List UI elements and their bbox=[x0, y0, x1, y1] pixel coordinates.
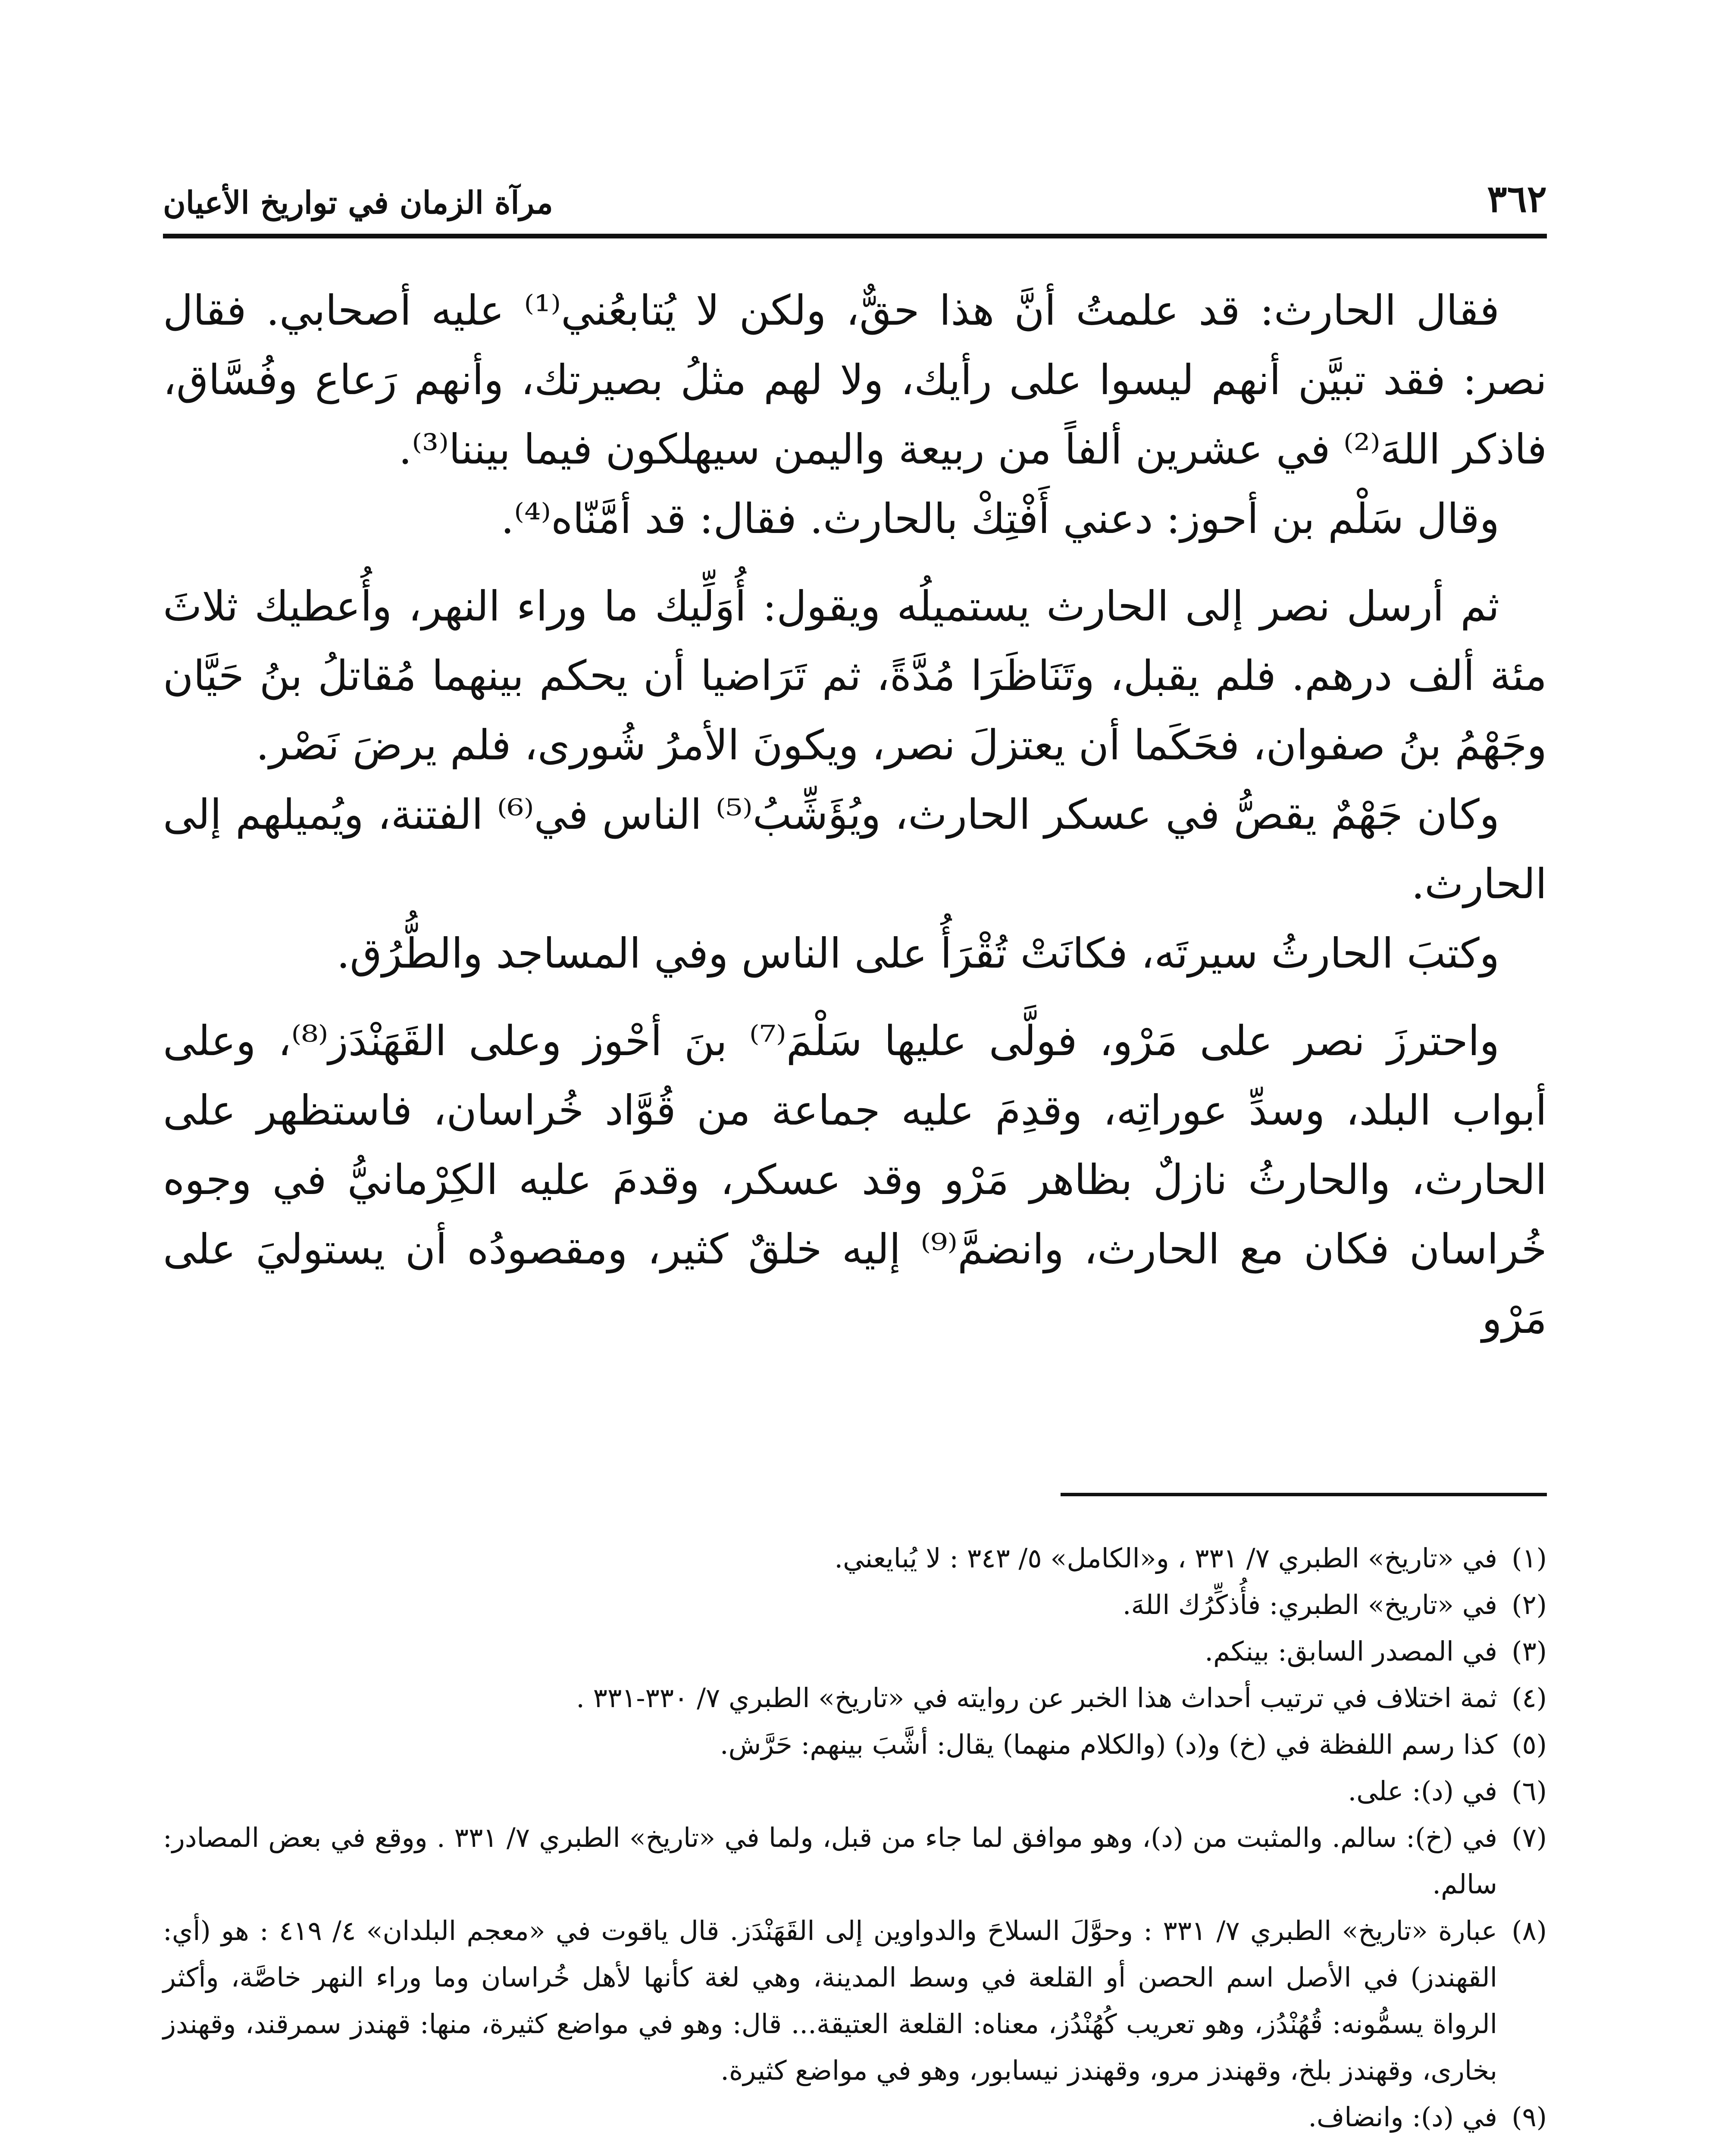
footnote bbox=[163, 1908, 1547, 2094]
footnote-separator bbox=[1061, 1493, 1547, 1496]
paragraph-1: فقال الحارث: قد علمتُ أنَّ هذا حقٌّ، ولكن لا يُتابعُني⁽¹⁾ عليه أصحابي. فقال نصر: فقد تبيَّن أنهم ليسوا على رأيك، ولا لهم مثلُ بصيرتك، وأنهم رَعاع وفُسَّاق، فاذكر اللهَ⁽²⁾ في عشرين ألفاً من ربيعة واليمن سيهلكون فيما بيننا⁽³⁾. bbox=[163, 286, 1547, 473]
page-number: ٣٦٢ bbox=[1487, 177, 1547, 221]
main-text bbox=[163, 276, 1547, 1354]
footnote-number: (١) bbox=[1512, 1542, 1547, 1574]
footnote bbox=[163, 1721, 1547, 1768]
footnote-text: في (د): وانضاف. bbox=[1308, 2101, 1497, 2133]
paragraph-3: ثم أرسل نصر إلى الحارث يستميلُه ويقول: أُوَلِّيك ما وراء النهر، وأُعطيك ثلاثَ مئة ألف درهم. فلم يقبل، وتَنَاظَرَا مُدَّةً، ثم تَرَاضيا أن يحكم بينهما مُقاتلُ بنُ حَيَّان وجَهْمُ بنُ صفوان، فحَكَما أن يعتزلَ نصر، ويكونَ الأمرُ شُورى، فلم يرضَ نَصْر. bbox=[163, 582, 1547, 769]
footnote-text: في المصدر السابق: بينكم. bbox=[1205, 1636, 1497, 1667]
footnote-text: عبارة «تاريخ» الطبري ٧/ ٣٣١ : وحوَّلَ السلاحَ والدواوين إلى القَهَنْدَز. قال ياقوت في «معجم البلدان» ٤/ ٤١٩ : هو (أي: القهندز) في الأصل اسم الحصن أو القلعة في وسط المدينة، وهي لغة كأنها لأهل خُراسان وما وراء النهر خاصَّة، وأكثر الرواة يسمُّونه: قُهُنْدُز، وهو تعريب كُهُنْدُز، معناه: القلعة العتيقة... قال: وهو في مواضع كثيرة، منها: قهندز سمرقند، وقهندز بخارى، وقهندز بلخ، وقهندز مرو، وقهندز نيسابور، وهو في مواضع كثيرة. bbox=[163, 1915, 1497, 2086]
footnote-text: في «تاريخ» الطبري: فأُذكِّرُك اللهَ. bbox=[1122, 1589, 1497, 1620]
footnote-text: في «تاريخ» الطبري ٧/ ٣٣١ ، و«الكامل» ٥/ ٣٤٣ : لا يُبايعني. bbox=[834, 1542, 1497, 1574]
footnote-number: (٥) bbox=[1512, 1729, 1547, 1760]
footnote-text: ثمة اختلاف في ترتيب أحداث هذا الخبر عن روايته في «تاريخ» الطبري ٧/ ٣٣٠-٣٣١ . bbox=[576, 1682, 1497, 1714]
footnote bbox=[163, 1582, 1547, 1628]
paragraph-5: وكتبَ الحارثُ سيرتَه، فكانَتْ تُقْرَأُ على الناس وفي المساجد والطُّرُق. bbox=[336, 929, 1499, 978]
footnotes bbox=[163, 1535, 1547, 2140]
paragraph-6: واحترزَ نصر على مَرْو، فولَّى عليها سَلْمَ⁽⁷⁾ بنَ أحْوز وعلى القَهَنْدَز⁽⁸⁾، وعلى أبواب البلد، وسدِّ عوراتِه، وقدِمَ عليه جماعة من قُوَّاد خُراسان، فاستظهر على الحارث، والحارثُ نازلٌ بظاهر مَرْو وقد عسكر، وقدمَ عليه الكِرْمانيُّ في وجوه خُراسان فكان مع الحارث، وانضمَّ⁽⁹⁾ إليه خلقٌ كثير، ومقصودُه أن يستوليَ على مَرْو bbox=[163, 1017, 1547, 1343]
footnote bbox=[163, 1675, 1547, 1721]
paragraph-4: وكان جَهْمٌ يقصُّ في عسكر الحارث، ويُؤَشِّبُ⁽⁵⁾ الناس في⁽⁶⁾ الفتنة، ويُميلهم إلى الحارث. bbox=[163, 790, 1547, 908]
footnote bbox=[163, 1628, 1547, 1675]
footnote bbox=[163, 1535, 1547, 1582]
footnote bbox=[163, 2094, 1547, 2140]
running-title: مرآة الزمان في تواريخ الأعيان bbox=[163, 184, 553, 221]
page-header bbox=[163, 160, 1547, 238]
footnote-text: في (د): على. bbox=[1348, 1775, 1497, 1807]
footnote-number: (٦) bbox=[1512, 1775, 1547, 1807]
footnote-number: (٢) bbox=[1512, 1589, 1547, 1620]
footnote-number: (٧) bbox=[1512, 1822, 1547, 1853]
footnote-number: (٨) bbox=[1512, 1915, 1547, 1946]
footnote-text: كذا رسم اللفظة في (خ) و(د) (والكلام منهما) يقال: أشَّبَ بينهم: حَرَّش. bbox=[720, 1729, 1497, 1760]
paragraph-2: وقال سَلْم بن أحوز: دعني أَفْتِكْ بالحارث. فقال: قد أمَّنّاه⁽⁴⁾. bbox=[501, 495, 1499, 543]
footnote-number: (٤) bbox=[1512, 1682, 1547, 1714]
footnote bbox=[163, 1768, 1547, 1814]
footnote bbox=[163, 1814, 1547, 1908]
footnote-number: (٩) bbox=[1512, 2101, 1547, 2133]
footnote-text: في (خ): سالم. والمثبت من (د)، وهو موافق لما جاء من قبل، ولما في «تاريخ» الطبري ٧/ ٣٣١ . ووقع في بعض المصادر: سالم. bbox=[163, 1822, 1497, 1900]
footnote-number: (٣) bbox=[1512, 1636, 1547, 1667]
